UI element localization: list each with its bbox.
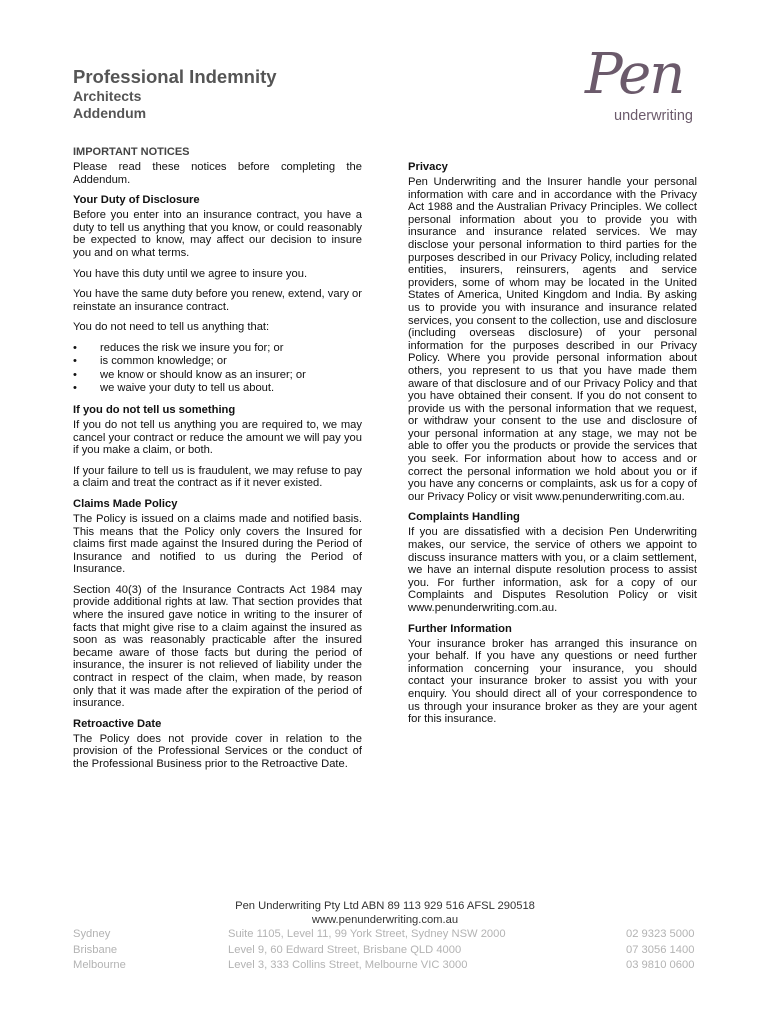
claims-made-policy-heading: Claims Made Policy <box>73 497 178 510</box>
footer-company-details: Pen Underwriting Pty Ltd ABN 89 113 929 516 AFSL 290518 <box>235 900 535 912</box>
document-header <box>73 66 277 122</box>
complaints-paragraph: If you are dissatisfied with a decision Pen Underwriting makes, our service, the service of others we appoint to discuss insurance matters with you, or a claim settlement, we have an internal dispute resolution process to assist you. For further information, ask for a copy of our Complaints and Disputes Resolution Policy or visit www.penunderwriting.com.au. <box>408 526 697 614</box>
duty-paragraph-3: You have the same duty before you renew, extend, vary or reinstate an insurance contract. <box>73 288 362 313</box>
bullet-icon: • <box>73 368 77 381</box>
footer-office-phones <box>626 927 694 974</box>
privacy-paragraph: Pen Underwriting and the Insurer handle your personal information with care and in accordance with the Privacy Act 1988 and the Australian Privacy Principles. We collect personal information about you to provide you with insurance and insurance related services. We may disclose your personal information to third parties for the purposes described in our Privacy Policy, including related entities, insurers, reinsurers, agents and service providers, some of whom may be located in the United States of America, United Kingdom and India. By asking us to provide you with insurance and insurance related services, you consent to the collection, use and disclosure (including overseas disclosure) of your personal information for the purposes described in our Privacy Policy. Where you provide personal information about others, you represent to us that you have made them aware of that disclosure and of our Privacy Policy and that you have obtained their consent. If you do not consent to provide us with the personal information that we request, or withdraw your consent to the use and disclosure of your personal information at any stage, we may not be able to offer you the products or provide the services that you seek. For information about how to access and or correct the personal information we hold about you or if you have any concerns or complaints, ask us for a copy of our Privacy Policy or visit www.penunderwriting.com.au. <box>408 176 697 503</box>
left-column <box>73 146 362 779</box>
list-item: • we know or should know as an insurer; or <box>73 368 306 381</box>
office-address: Suite 1105, Level 11, 99 York Street, Sydney NSW 2000 <box>228 928 506 940</box>
document-subtitle-type: Addendum <box>73 105 147 121</box>
office-phone: 07 3056 1400 <box>626 943 695 956</box>
document-title: Professional Indemnity <box>73 66 277 87</box>
office-city: Brisbane <box>73 943 118 956</box>
office-city: Sydney <box>73 928 111 940</box>
claims-paragraph-2: Section 40(3) of the Insurance Contracts Act 1984 may provide additional rights at law. That section provides that where the insured gave notice in writing to the insurer of facts that might give rise to a claim against the insured as soon as was reasonably practicable after the insured became aware of those facts but during the period of insurance, the insurer is not relieved of liability under the contract in respect of the claim, when made, by reason only that it was made after the expiration of the period of insurance. <box>73 583 362 710</box>
list-item: • is common knowledge; or <box>73 355 227 368</box>
claims-paragraph-1: The Policy is issued on a claims made and notified basis. This means that the Policy only covers the Insured for claims first made against the Insured during the Period of Insurance and notified to us during the Period of Insurance. <box>73 512 362 576</box>
list-item: • we waive your duty to tell us about. <box>73 382 275 395</box>
footer-office-cities <box>73 927 126 974</box>
bullet-icon: • <box>73 341 77 354</box>
further-information-heading: Further Information <box>408 622 512 635</box>
pen-underwriting-logo <box>585 44 700 126</box>
logo-script-text: Pen <box>585 42 684 107</box>
disclosure-exceptions-list <box>73 342 362 396</box>
logo-wordmark: underwriting <box>614 108 693 124</box>
footer-office-addresses <box>228 927 506 974</box>
bullet-icon: • <box>73 382 77 395</box>
further-information-paragraph: Your insurance broker has arranged this insurance on your behalf. If you have any questions or need further information concerning your insurance, you should contact your insurance broker to assist you with your enquiry. You should direct all of your correspondence to us through your insurance broker as they are your agent for this insurance. <box>408 637 697 726</box>
duty-paragraph-4: You do not need to tell us anything that: <box>73 321 270 334</box>
retroactive-paragraph: The Policy does not provide cover in relation to the provision of the Professional Services or the conduct of the Professional Business prior to the Retroactive Date. <box>73 732 362 770</box>
office-phone: 02 9323 5000 <box>626 928 695 940</box>
if-you-do-not-tell-heading: If you do not tell us something <box>73 403 236 416</box>
footer-website: www.penunderwriting.com.au <box>311 914 459 926</box>
office-city: Melbourne <box>73 959 126 971</box>
right-column <box>408 161 697 734</box>
duty-of-disclosure-heading: Your Duty of Disclosure <box>73 194 200 207</box>
office-phone: 03 9810 0600 <box>626 959 695 971</box>
notices-intro: Please read these notices before completing the Addendum. <box>73 161 362 186</box>
list-item: • reduces the risk we insure you for; or <box>73 341 284 354</box>
notell-paragraph-1: If you do not tell us anything you are required to, we may cancel your contract or reduce the amount we will pay you if you make a claim, or both. <box>73 418 362 457</box>
privacy-heading: Privacy <box>408 161 448 173</box>
office-address: Level 9, 60 Edward Street, Brisbane QLD 4000 <box>228 943 462 956</box>
duty-paragraph-1: Before you enter into an insurance contract, you have a duty to tell us anything that you know, or could reasonably be expected to know, may affect our decision to insure you and on what terms. <box>73 209 362 259</box>
important-notices-heading: IMPORTANT NOTICES <box>73 146 190 158</box>
complaints-handling-heading: Complaints Handling <box>408 511 520 524</box>
document-subtitle-profession: Architects <box>73 88 142 104</box>
notell-paragraph-2: If your failure to tell us is fraudulent, we may refuse to pay a claim and treat the contract as if it never existed. <box>73 464 362 490</box>
bullet-icon: • <box>73 355 77 368</box>
office-address: Level 3, 333 Collins Street, Melbourne VIC 3000 <box>228 959 468 971</box>
duty-paragraph-2: You have this duty until we agree to insure you. <box>73 267 308 280</box>
retroactive-date-heading: Retroactive Date <box>73 717 162 730</box>
